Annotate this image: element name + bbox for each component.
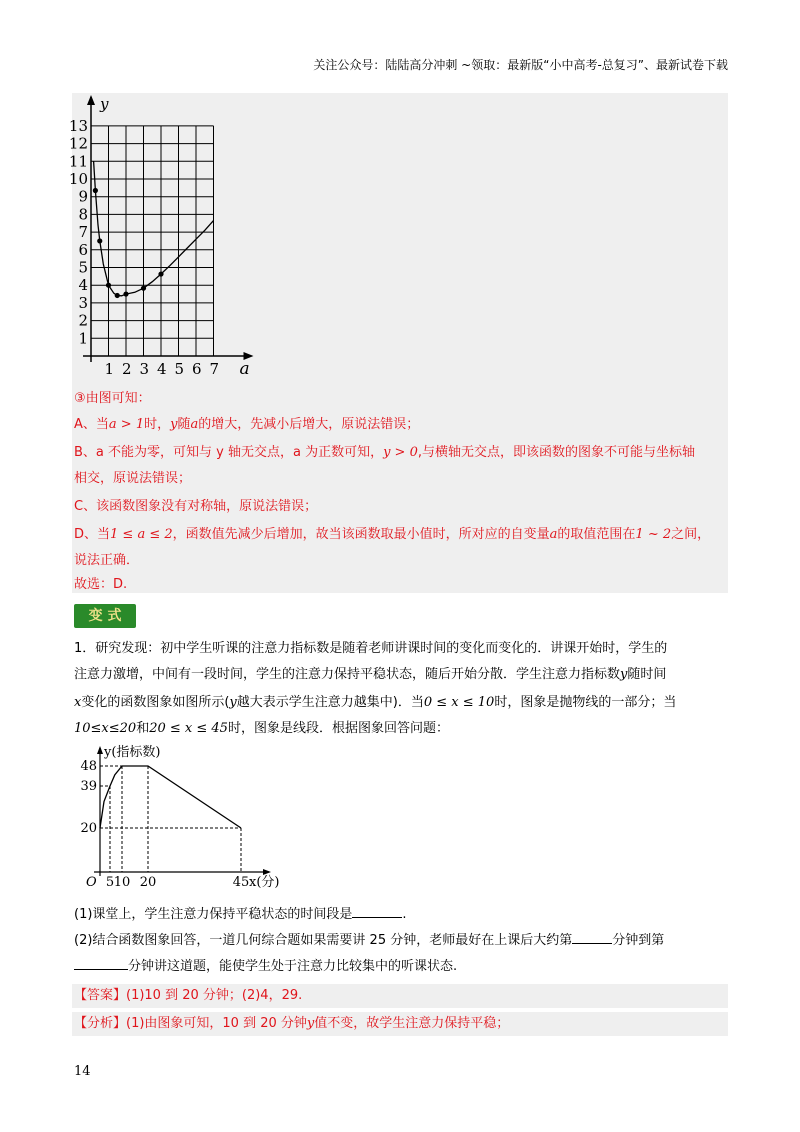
y-tick-label: 12: [68, 134, 88, 153]
attention-graph: [72, 742, 282, 892]
y-tick-label: 1: [78, 329, 88, 348]
y-tick-label: 4: [78, 276, 88, 295]
x-tick-label: 4: [157, 360, 167, 378]
option-c: C、该函数图象没有对称轴，原说法错误；: [74, 499, 318, 514]
x-tick-label: 2: [122, 360, 132, 378]
data-point: [158, 271, 163, 276]
question-2: (2)结合函数图象回答，一道几何综合题如果需要讲 25 分钟，老师最好在上课后大约第 分钟到第: [74, 933, 665, 948]
y-tick-label: 2: [78, 311, 88, 330]
y-tick-label: 20: [80, 821, 97, 836]
data-point: [97, 238, 102, 243]
x-tick-label: 10: [113, 875, 131, 890]
data-point: [115, 293, 120, 298]
variant-badge: 变 式: [74, 604, 136, 628]
option-a: A、当a > 1时，y随a的增大，先减小后增大，原说法错误；: [74, 417, 420, 432]
problem-line-1: 1．研究发现：初中学生听课的注意力指标数是随着老师讲课时间的变化而变化的．讲课开始时，学生的: [74, 641, 668, 656]
solution-intro: ③由图可知：: [74, 391, 151, 406]
page-header: 关注公众号：陆陆高分冲刺 ~领取：最新版“小中高考-总复习”、最新试卷下载: [313, 58, 728, 72]
option-b: B、a 不能为零，可知与 y 轴无交点，a 为正数可知，y > 0,与横轴无交点，即该函数的图象不可能与坐标轴: [74, 445, 695, 460]
x-tick-label: 7: [209, 360, 220, 378]
x-tick-label: 20: [139, 875, 157, 890]
y-tick-label: 48: [80, 759, 97, 774]
x-tick-label: 6: [192, 360, 202, 378]
y-tick-label: 9: [78, 187, 88, 206]
attention-curve: [100, 766, 241, 828]
y-axis-label: y(指标数): [104, 745, 161, 760]
option-d: D、当1 ≤ a ≤ 2，函数值先减少后增加，故当该函数取最小值时，所对应的自变量a的取值范围在1 ~ 2之间，: [74, 527, 711, 542]
y-tick-label: 11: [68, 152, 88, 171]
y-axis-arrow: [87, 95, 95, 105]
y-tick-label: 10: [68, 170, 88, 188]
analysis-text: 【分析】(1)由图象可知，10 到 20 分钟y值不变，故学生注意力保持平稳；: [74, 1016, 510, 1031]
y-tick-label: 13: [68, 116, 88, 135]
data-point: [106, 283, 111, 288]
x-axis-label: x(分): [249, 875, 280, 890]
problem-line-3: x变化的函数图象如图所示(y越大表示学生注意力越集中)．当0 ≤ x ≤ 10时，图象是抛物线的一部分；当: [74, 695, 677, 710]
y-tick-label: 6: [78, 240, 88, 259]
x-tick-label: 45: [232, 875, 250, 890]
final-choice: 故选：D.: [74, 577, 128, 592]
question-2-cont: 分钟讲这道题，能使学生处于注意力比较集中的听课状态.: [74, 954, 729, 980]
x-tick-label: 1: [104, 360, 115, 378]
problem-line-2: 注意力激增，中间有一段时间，学生的注意力保持平稳状态，随后开始分散．学生注意力指标数y随时间: [74, 667, 667, 682]
data-point: [93, 188, 98, 193]
page-number: 14: [74, 1064, 91, 1079]
y-tick-label: 8: [78, 205, 88, 224]
y-axis-label: y: [100, 95, 109, 113]
answer-text: 【答案】(1)10 到 20 分钟；(2)4，29.: [74, 988, 303, 1003]
question-1: (1)课堂上，学生注意力保持平稳状态的时间段是 .: [74, 907, 407, 922]
function-graph: [68, 93, 250, 383]
y-tick-label: 5: [78, 258, 88, 277]
option-b-cont: 相交，原说法错误；: [74, 471, 192, 486]
data-point: [141, 286, 146, 291]
origin-label: O: [86, 875, 97, 890]
x-tick-label: 5: [174, 360, 185, 378]
y-tick-label: 39: [80, 779, 97, 794]
x-axis-label: a: [239, 359, 250, 379]
y-tick-label: 3: [78, 293, 88, 312]
y-axis-arrow: [97, 746, 103, 754]
option-d-cont: 说法正确．: [74, 553, 140, 568]
x-tick-label: 5: [105, 875, 115, 890]
problem-line-4: 10≤x≤20和20 ≤ x ≤ 45时，图象是线段．根据图象回答问题：: [74, 721, 449, 736]
y-tick-label: 7: [78, 223, 88, 242]
data-point: [123, 291, 128, 296]
x-tick-label: 3: [139, 360, 150, 378]
